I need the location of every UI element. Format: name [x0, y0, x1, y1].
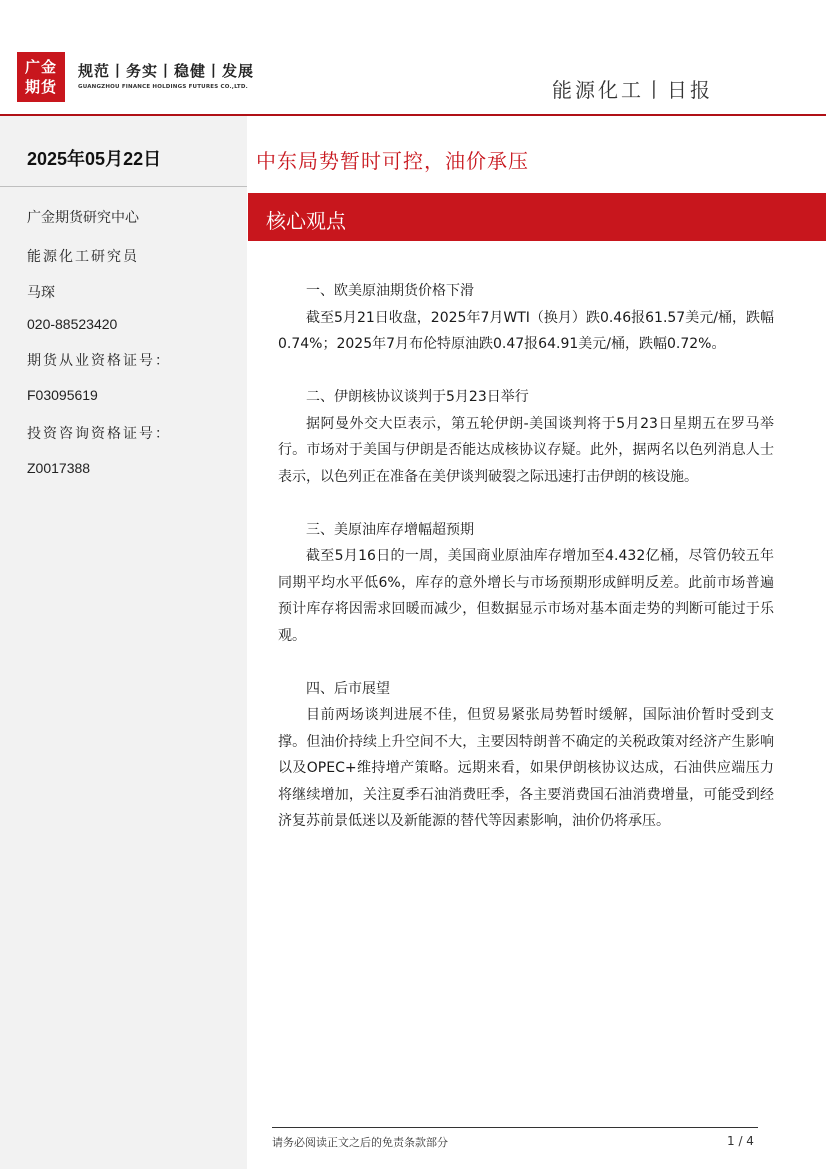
sidebar-divider: [0, 186, 247, 187]
futures-qualification-label: 期货从业资格证号：: [27, 353, 171, 369]
analyst-name: 马琛: [27, 285, 55, 301]
section-body: 截至5月16日的一周，美国商业原油库存增加至4.432亿桶，尽管仍较五年同期平均水平低6%，库存的意外增长与市场预期形成鲜明反差。此前市场普遍预计库存将因需求回暖而减少，但数据显示市场对基本面走势的判断可能过于乐观。: [278, 548, 774, 644]
section-heading: 二、伊朗核协议谈判于5月23日举行: [306, 389, 529, 405]
section-heading: 一、欧美原油期货价格下滑: [306, 283, 474, 299]
footer-divider: [272, 1127, 758, 1128]
research-center: 广金期货研究中心: [27, 210, 139, 226]
investment-qualification-number: Z0017388: [27, 460, 91, 476]
report-content: [278, 278, 774, 835]
left-sidebar: [0, 116, 247, 1169]
section-heading: 三、美原油库存增幅超预期: [306, 521, 474, 538]
company-slogan: 规范丨务实丨稳健丨发展: [78, 62, 255, 80]
analyst-phone: 020-88523420: [27, 316, 118, 332]
section-heading: 四、后市展望: [306, 680, 390, 697]
disclaimer-note: 请务必阅读正文之后的免责条款部分: [272, 1136, 448, 1149]
section-body: 目前两场谈判进展不佳，但贸易紧张局势暂时缓解，国际油价暂时受到支撑。但油价持续上升空间不大，主要因特朗普不确定的关税政策对经济产生影响以及OPEC+维持增产策略。远期来看，如果伊朗核协议达成，石油供应端压力将继续增加，关注夏季石油消费旺季，各主要消费国石油消费增量，可能受到经济复苏前景低迷以及新能源的替代等因素影响，油价仍将承压。: [278, 707, 774, 829]
report-date: 2025年05月22日: [27, 149, 162, 169]
document-type: 能源化工丨日报: [552, 78, 713, 102]
futures-qualification-number: F03095619: [27, 387, 98, 403]
company-english-name: GUANGZHOU FINANCE HOLDINGS FUTURES CO.,LTD.: [78, 84, 248, 90]
logo-text-line2: 期货: [24, 78, 57, 96]
section-banner-label: 核心观点: [266, 209, 346, 233]
section-body: 据阿曼外交大臣表示，第五轮伊朗-美国谈判将于5月23日星期五在罗马举行。市场对于美国与伊朗是否能达成核协议存疑。此外，据两名以色列消息人士表示，以色列正在准备在美伊谈判破裂之际迅速打击伊朗的核设施。: [278, 415, 774, 485]
section-body: 截至5月21日收盘，2025年7月WTI（换月）跌0.46报61.57美元/桶，跌幅0.74%；2025年7月布伦特原油跌0.47报64.91美元/桶，跌幅0.72%。: [278, 309, 774, 352]
company-logo: [17, 52, 65, 102]
report-title: 中东局势暂时可控，油价承压: [256, 149, 529, 173]
investment-qualification-label: 投资咨询资格证号：: [27, 426, 171, 442]
analyst-role: 能源化工研究员: [27, 249, 139, 265]
logo-text-line1: 广金: [24, 58, 57, 76]
page-number: 1 / 4: [727, 1134, 754, 1148]
